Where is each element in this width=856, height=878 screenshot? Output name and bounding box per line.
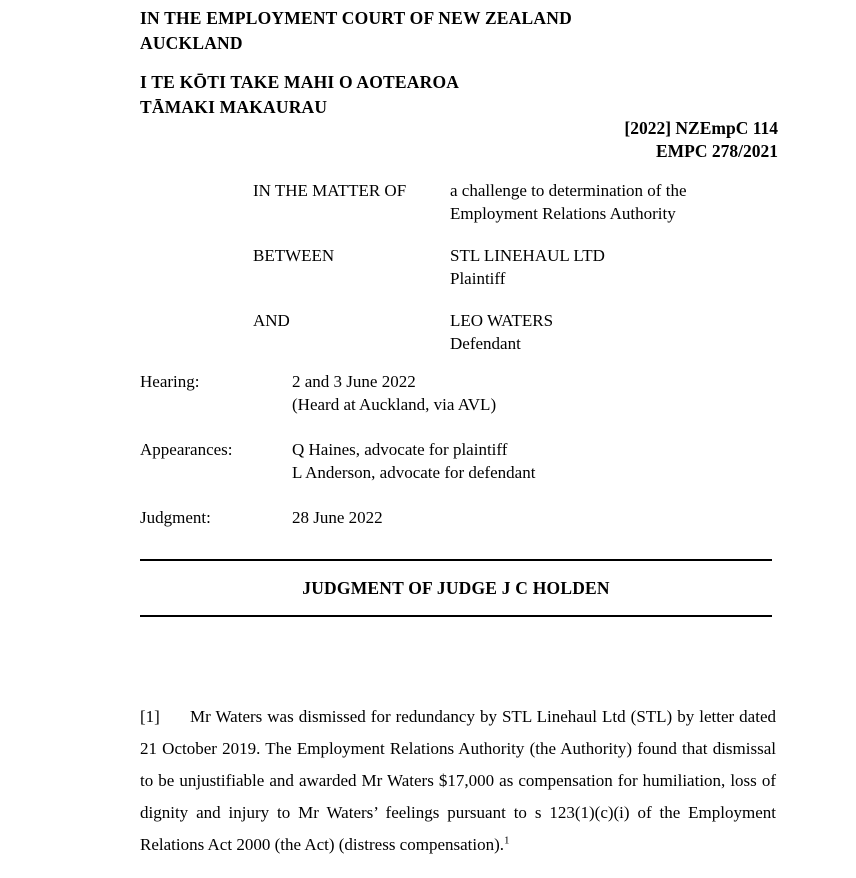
neutral-citation: [2022] NZEmpC 114 xyxy=(624,118,778,138)
paragraph-1 xyxy=(140,701,776,861)
detail-label: Appearances: xyxy=(140,440,233,459)
party-row xyxy=(253,179,793,225)
detail-label: Hearing: xyxy=(140,372,200,391)
court-heading xyxy=(140,6,780,56)
party-label: AND xyxy=(253,311,290,330)
detail-value xyxy=(292,506,780,529)
judgment-body xyxy=(140,684,776,878)
judgment-title: JUDGMENT OF JUDGE J C HOLDEN xyxy=(302,578,610,598)
party-row xyxy=(253,309,793,355)
party-role: Defendant xyxy=(450,334,521,353)
party-value xyxy=(450,179,793,225)
party-role: Plaintiff xyxy=(450,269,506,288)
court-registry-line: AUCKLAND xyxy=(140,33,243,53)
detail-row-appearances xyxy=(140,438,780,484)
court-name-line: IN THE EMPLOYMENT COURT OF NEW ZEALAND xyxy=(140,8,572,28)
detail-value xyxy=(292,370,780,416)
citation-block xyxy=(300,117,778,163)
horizontal-rule-top xyxy=(140,559,772,561)
maori-court-name-line: I TE KŌTI TAKE MAHI O AOTEAROA xyxy=(140,72,460,92)
detail-value-line: (Heard at Auckland, via AVL) xyxy=(292,395,497,414)
detail-label: Judgment: xyxy=(140,508,211,527)
maori-court-heading xyxy=(140,70,780,120)
party-value-line: a challenge to determination of the xyxy=(450,181,687,200)
party-label: BETWEEN xyxy=(253,246,335,265)
detail-value-line: Q Haines, advocate for plaintiff xyxy=(292,440,508,459)
detail-row-hearing xyxy=(140,370,780,416)
detail-row-judgment xyxy=(140,506,780,529)
parties-block xyxy=(253,179,793,374)
detail-value-line: L Anderson, advocate for defendant xyxy=(292,463,536,482)
party-value-line: LEO WATERS xyxy=(450,311,554,330)
party-value-line: Employment Relations Authority xyxy=(450,204,676,223)
detail-value xyxy=(292,438,780,484)
party-label: IN THE MATTER OF xyxy=(253,181,407,200)
case-number: EMPC 278/2021 xyxy=(655,141,778,161)
detail-value-line: 28 June 2022 xyxy=(292,508,383,527)
party-value xyxy=(450,244,793,290)
horizontal-rule-bottom xyxy=(140,615,772,617)
paragraph-text: Mr Waters was dismissed for redundancy by STL Linehaul Ltd (STL) by letter dated 21 October 2019. The Employment Relations Authority (the Authority) found that dismissal to be unjustifiable and awarded Mr Waters $17,000 as compensation for humiliation, loss of dignity and injury to Mr Waters’ feelings pursuant to s 123(1)(c)(i) of the Employment Relations Act 2000 (the Act) (distress compensation). xyxy=(140,707,776,854)
party-row xyxy=(253,244,793,290)
paragraph-number: [1] xyxy=(140,707,160,726)
party-value xyxy=(450,309,793,355)
maori-registry-line: TĀMAKI MAKAURAU xyxy=(140,97,328,117)
hearing-details-block xyxy=(140,370,780,551)
detail-value-line: 2 and 3 June 2022 xyxy=(292,372,416,391)
party-value-line: STL LINEHAUL LTD xyxy=(450,246,605,265)
footnote-reference[interactable]: 1 xyxy=(504,834,510,847)
